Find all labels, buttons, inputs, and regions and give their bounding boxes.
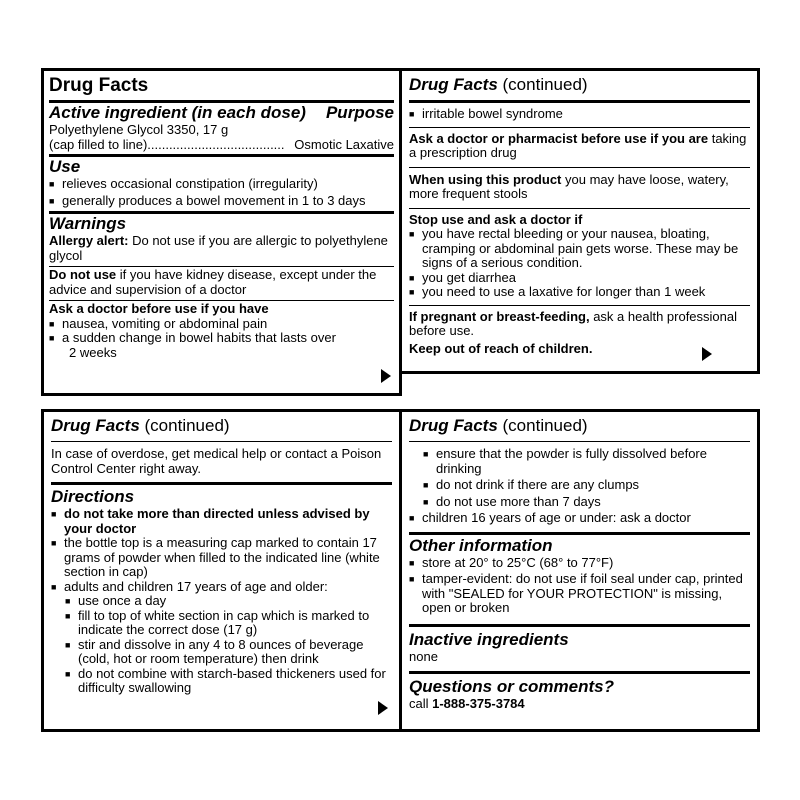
list-item: ■ do not use more than 7 days bbox=[409, 495, 750, 510]
purpose-value: Osmotic Laxative bbox=[294, 137, 394, 152]
list-item: ■ the bottle top is a measuring cap marked to contain 17 grams of powder when filled to the indicated line (white section in cap) bbox=[51, 536, 392, 580]
continue-arrow-icon bbox=[381, 369, 391, 383]
list-item-continuation: 2 weeks bbox=[69, 344, 117, 360]
inactive-ingredients-section bbox=[409, 624, 750, 665]
panel-title: Drug Facts bbox=[49, 75, 149, 96]
overdose-section: In case of overdose, get medical help or contact a Poison Control Center right away. bbox=[51, 441, 392, 476]
inactive-ingredients-value: none bbox=[409, 648, 438, 664]
phone-line: call 1-888-375-3784 bbox=[409, 696, 525, 711]
list-item: ■ a sudden change in bowel habits that lasts over bbox=[49, 331, 394, 346]
drug-facts-panel-1 bbox=[41, 68, 402, 396]
pharmacist-section: Ask a doctor or pharmacist before use if you are taking a prescription drug bbox=[409, 127, 750, 161]
do-not-use: Do not use if you have kidney disease, except under the advice and supervision of a doctor bbox=[49, 266, 394, 297]
panel-title: Drug Facts (continued) bbox=[409, 75, 588, 94]
warnings-section bbox=[49, 211, 394, 360]
questions-section bbox=[409, 671, 750, 712]
when-using-section: When using this product you may have loose, watery, more frequent stools bbox=[409, 167, 750, 202]
keep-out-of-reach: Keep out of reach of children. bbox=[409, 340, 593, 356]
drug-facts-panel-4 bbox=[399, 409, 760, 732]
list-item: ■ adults and children 17 years of age and older: bbox=[51, 580, 392, 595]
active-ingredient-amount: (cap filled to line)...................................... bbox=[49, 137, 285, 152]
active-ingredient-heading: Active ingredient (in each dose) bbox=[49, 103, 306, 122]
list-item: ■ stir and dissolve in any 4 to 8 ounces of beverage (cold, hot or room temperature) then drink bbox=[51, 638, 392, 667]
continue-arrow-icon bbox=[702, 347, 712, 361]
warnings-heading: Warnings bbox=[49, 214, 127, 233]
ask-doctor-heading: Ask a doctor before use if you have bbox=[49, 301, 269, 316]
phone-number: 1-888-375-3784 bbox=[432, 696, 525, 711]
questions-heading: Questions or comments? bbox=[409, 677, 614, 696]
list-item: ■ irritable bowel syndrome bbox=[409, 107, 750, 122]
directions-heading: Directions bbox=[51, 487, 135, 506]
list-item: ■ relieves occasional constipation (irregularity) bbox=[49, 177, 394, 194]
list-item: ■ store at 20° to 25°C (68° to 77°F) bbox=[409, 556, 750, 571]
list-item: ■ generally produces a bowel movement in 1 to 3 days bbox=[49, 194, 394, 209]
list-item: ■ nausea, vomiting or abdominal pain bbox=[49, 317, 394, 332]
list-item: ■ children 16 years of age or under: ask a doctor bbox=[409, 511, 750, 526]
use-heading: Use bbox=[49, 157, 81, 176]
other-information-heading: Other information bbox=[409, 535, 553, 555]
purpose-heading: Purpose bbox=[325, 103, 394, 122]
pregnancy-section: If pregnant or breast-feeding, ask a health professional before use. bbox=[409, 305, 750, 339]
list-item: ■ you have rectal bleeding or your nausea, bloating, cramping or abdominal pain gets worse. These may be signs of a serious condition. bbox=[409, 227, 750, 271]
active-ingredient-section bbox=[49, 100, 394, 152]
ask-doctor-section bbox=[49, 300, 394, 360]
list-item: ■ use once a day bbox=[51, 594, 392, 609]
allergy-alert: Allergy alert: Do not use if you are allergic to polyethylene glycol bbox=[49, 233, 388, 263]
directions-section bbox=[51, 482, 392, 696]
use-section bbox=[49, 154, 394, 208]
panel-title: Drug Facts (continued) bbox=[51, 416, 230, 435]
continue-arrow-icon bbox=[378, 701, 388, 715]
stop-use-heading: Stop use and ask a doctor if bbox=[409, 211, 583, 227]
list-item: ■ do not take more than directed unless advised by your doctor bbox=[51, 507, 392, 536]
drug-facts-panel-2 bbox=[399, 68, 760, 374]
list-item: ■ fill to top of white section in cap which is marked to indicate the correct dose (17 g) bbox=[51, 609, 392, 638]
list-item: ■ do not drink if there are any clumps bbox=[409, 478, 750, 493]
stop-use-section bbox=[409, 208, 750, 300]
list-item: ■ ensure that the powder is fully dissolved before drinking bbox=[409, 447, 750, 476]
list-item: ■ do not combine with starch-based thickeners used for difficulty swallowing bbox=[51, 667, 392, 696]
list-item: ■ you need to use a laxative for longer than 1 week bbox=[409, 285, 750, 300]
panel-title: Drug Facts (continued) bbox=[409, 416, 588, 435]
list-item: ■ you get diarrhea bbox=[409, 271, 750, 286]
inactive-ingredients-heading: Inactive ingredients bbox=[409, 629, 569, 649]
active-ingredient-line: Polyethylene Glycol 3350, 17 g bbox=[49, 122, 229, 137]
list-item: ■ tamper-evident: do not use if foil seal under cap, printed with "SEALED for YOUR PROTECTION" is missing, open or broken bbox=[409, 572, 750, 616]
other-information-section bbox=[409, 532, 750, 616]
drug-facts-panel-3 bbox=[41, 409, 402, 732]
